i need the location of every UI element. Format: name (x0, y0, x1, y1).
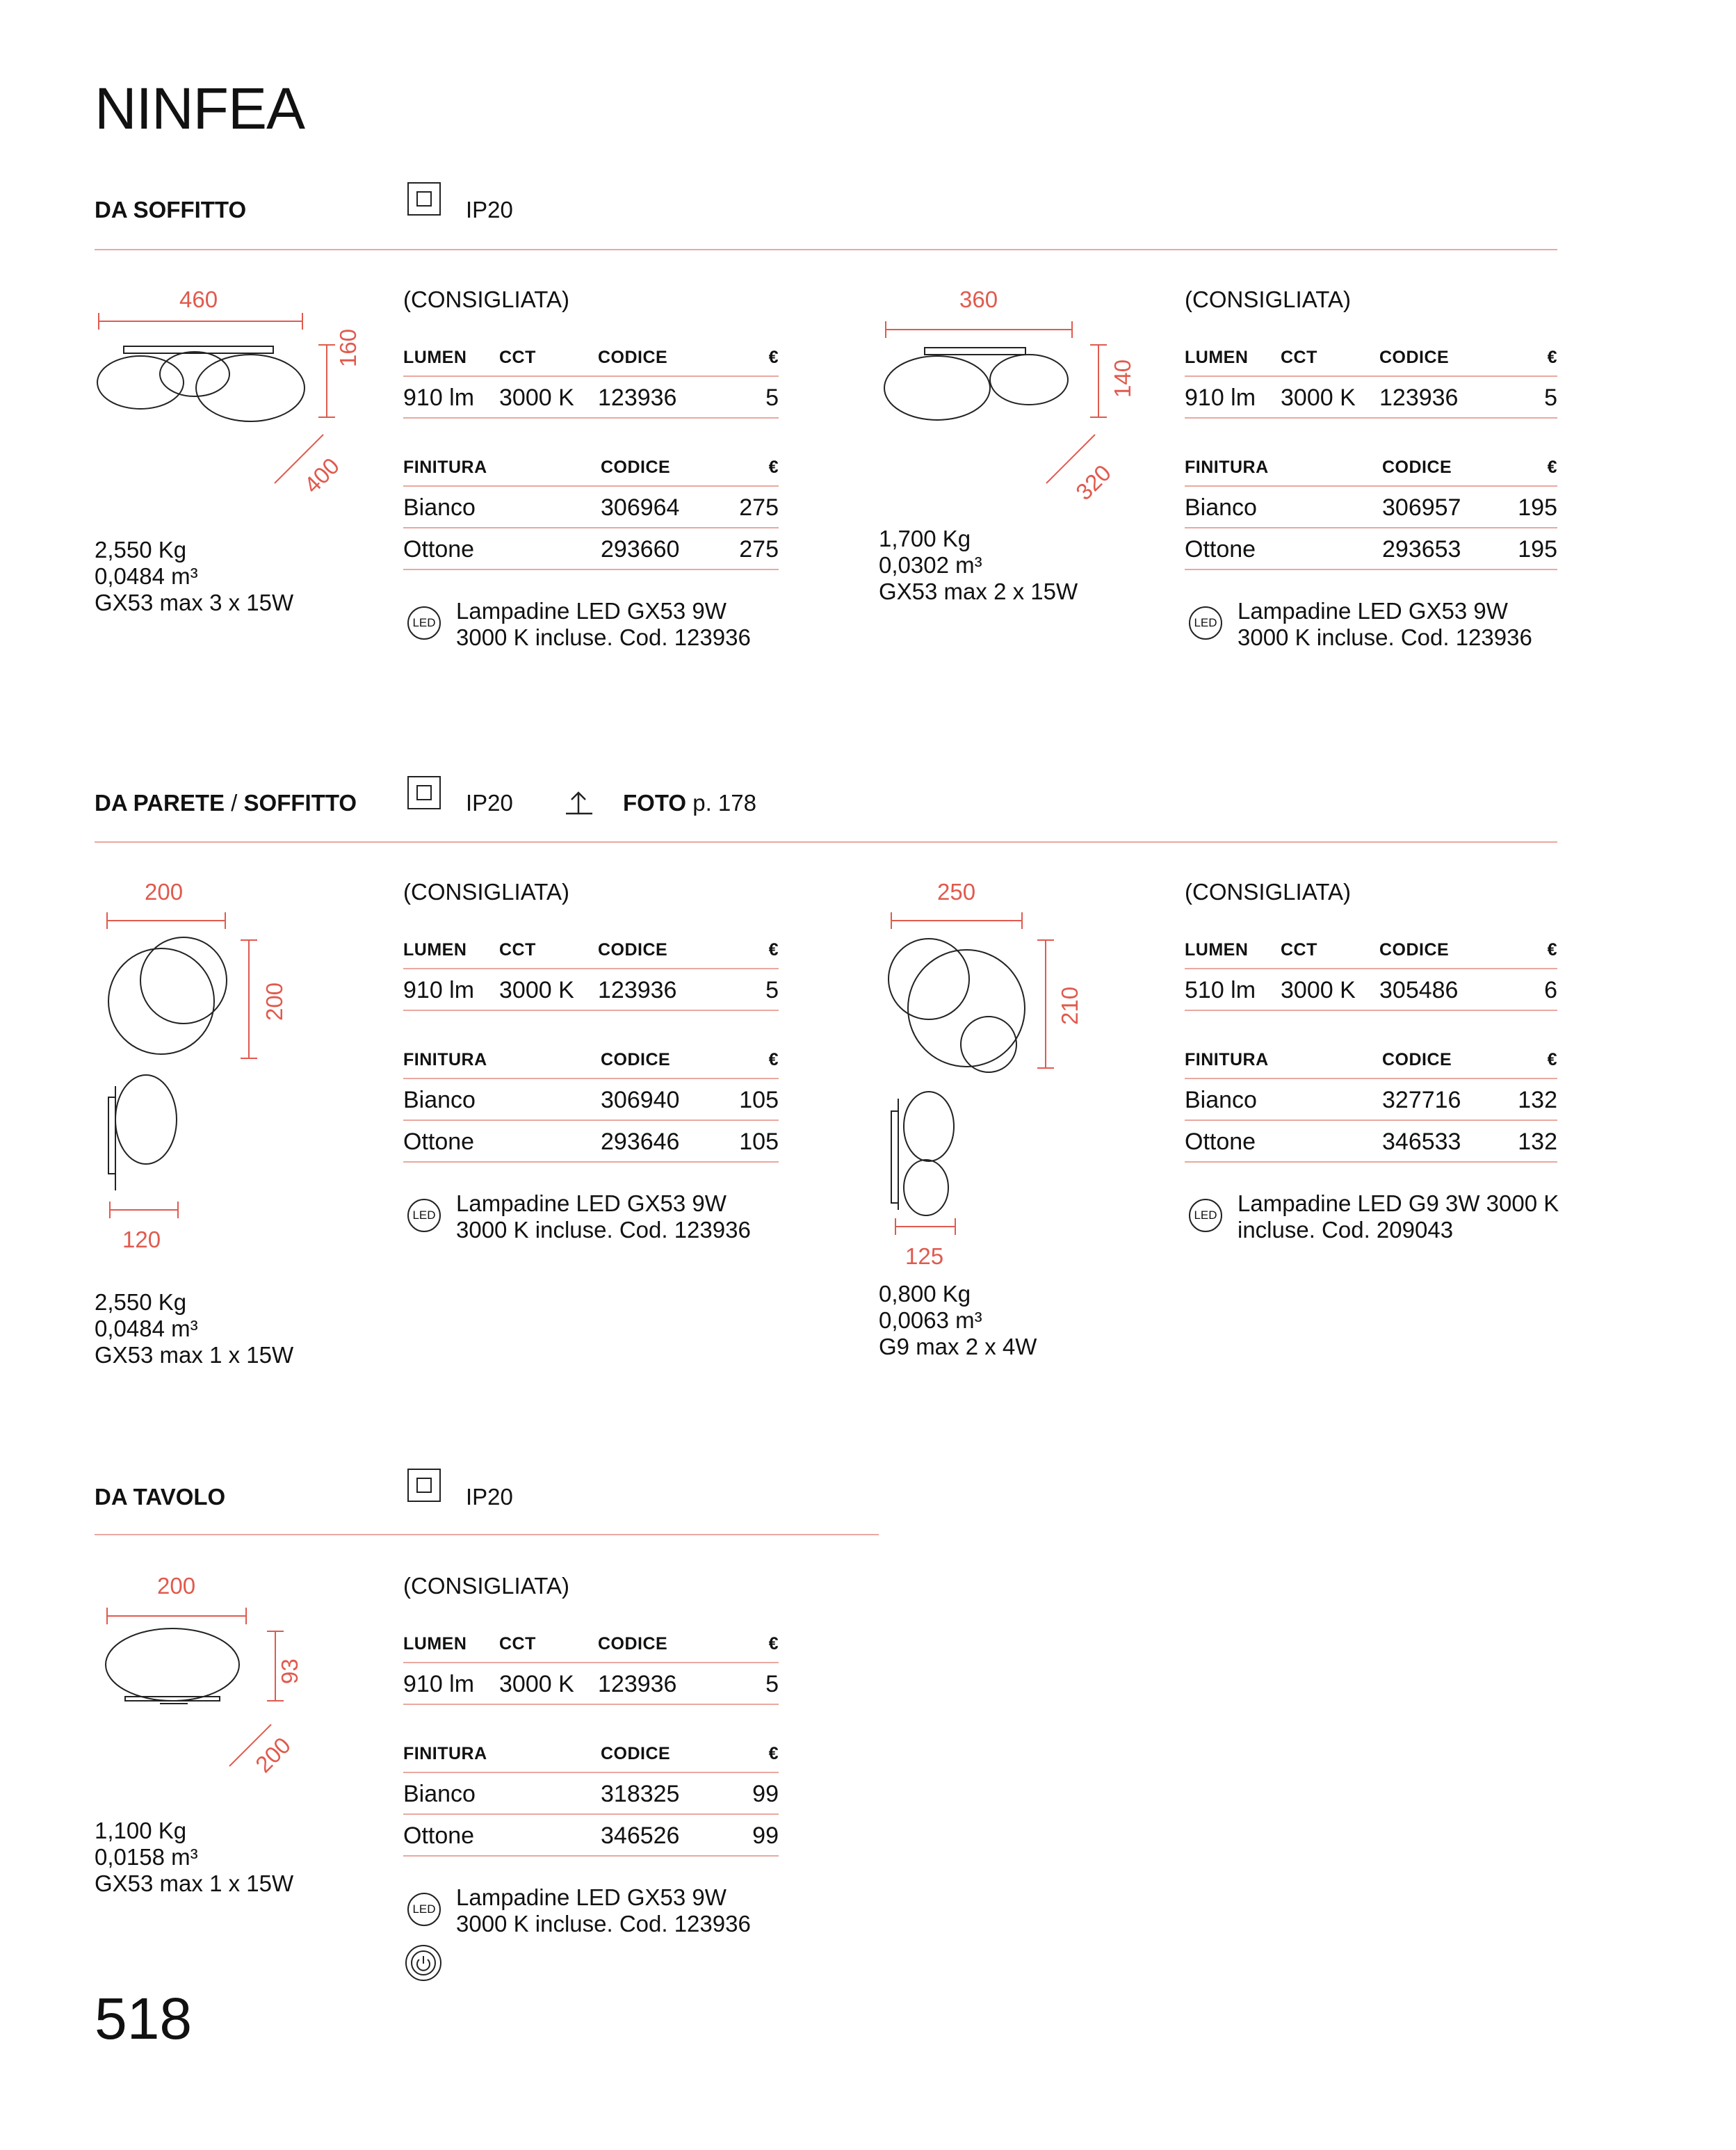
led-note (456, 1190, 751, 1243)
finish-price: 99 (752, 1822, 779, 1849)
table-rule (403, 1078, 779, 1079)
finish-code: 293646 (601, 1129, 680, 1155)
table-rule (403, 1772, 779, 1773)
dim-height: 140 (1110, 359, 1135, 398)
dim-depth: 320 (1071, 460, 1117, 506)
lamp-code: 123936 (598, 385, 677, 411)
spec-list (95, 1289, 293, 1368)
led-icon: LED (407, 606, 441, 640)
spec-weight: 1,700 Kg (879, 526, 971, 551)
spec-list (879, 526, 1078, 605)
th-finitura: FINITURA (403, 1744, 487, 1763)
lamp-price: 5 (765, 1671, 779, 1697)
finish-price: 132 (1518, 1087, 1557, 1113)
led-note-line: Lampadine LED GX53 9W (1238, 598, 1508, 624)
foto-link[interactable] (623, 790, 756, 816)
table-rule (403, 968, 779, 969)
arrow-link-icon[interactable] (565, 790, 595, 818)
th-price: € (768, 348, 779, 367)
table-rule (403, 1010, 779, 1011)
spec-weight: 1,100 Kg (95, 1818, 187, 1843)
led-note-line: incluse. Cod. 209043 (1238, 1217, 1454, 1243)
section-title-part: SOFFITTO (243, 790, 357, 816)
th-cct: CCT (499, 940, 536, 960)
table-rule (1185, 1078, 1557, 1079)
finish-price: 99 (752, 1781, 779, 1807)
dim-height: 200 (261, 982, 287, 1021)
finish-name: Bianco (1185, 494, 1257, 521)
th-finitura: FINITURA (403, 458, 487, 477)
th-cct: CCT (499, 1634, 536, 1654)
th-lumen: LUMEN (1185, 348, 1249, 367)
table-rule (1185, 968, 1557, 969)
led-icon: LED (1189, 606, 1222, 640)
th-codice: CODICE (1379, 940, 1450, 960)
th-cct: CCT (1281, 940, 1317, 960)
led-note-line: Lampadine LED GX53 9W (456, 1884, 727, 1910)
finish-name: Ottone (403, 536, 475, 563)
finish-price: 275 (739, 494, 779, 521)
dim-width: 460 (179, 286, 218, 312)
th-codice: CODICE (598, 940, 668, 960)
lamp-code: 123936 (1379, 385, 1459, 411)
spec-volume: 0,0484 m³ (95, 563, 198, 589)
dim-depth: 125 (905, 1243, 944, 1269)
lamp-cct: 3000 K (1281, 385, 1356, 411)
table-rule (403, 417, 779, 419)
page-number: 518 (95, 1986, 193, 2051)
table-rule (403, 1704, 779, 1705)
product-drawing (97, 904, 306, 1224)
finish-code: 346533 (1382, 1129, 1461, 1155)
spec-volume: 0,0302 m³ (879, 552, 982, 578)
finish-code: 346526 (601, 1822, 680, 1849)
table-rule (403, 1120, 779, 1121)
finish-price: 275 (739, 536, 779, 563)
finish-code: 327716 (1382, 1087, 1461, 1113)
table-rule (1185, 417, 1557, 419)
led-note (456, 598, 751, 651)
spec-list (879, 1281, 1037, 1360)
spec-list (95, 1818, 293, 1897)
lamp-lumen: 910 lm (403, 385, 475, 411)
lamp-cct: 3000 K (499, 977, 574, 1003)
led-note-line: 3000 K incluse. Cod. 123936 (1238, 624, 1532, 650)
th-cct: CCT (499, 348, 536, 367)
finish-name: Ottone (403, 1129, 475, 1155)
th-price: € (768, 1744, 779, 1763)
th-lumen: LUMEN (1185, 940, 1249, 960)
spec-weight: 0,800 Kg (879, 1281, 971, 1307)
lamp-code: 305486 (1379, 977, 1459, 1003)
ip-rating: IP20 (466, 197, 513, 223)
lamp-cct: 3000 K (499, 385, 574, 411)
section-title-tavolo: DA TAVOLO (95, 1484, 226, 1510)
th-codice: CODICE (601, 458, 671, 477)
spec-volume: 0,0484 m³ (95, 1316, 198, 1341)
spec-volume: 0,0063 m³ (879, 1307, 982, 1333)
th-price: € (1547, 1050, 1557, 1069)
table-rule (1185, 527, 1557, 528)
table-rule (403, 1161, 779, 1163)
power-switch-icon (405, 1944, 442, 1982)
table-rule (1185, 375, 1557, 377)
table-rule (1185, 1120, 1557, 1121)
th-price: € (768, 1050, 779, 1069)
table-rule (1185, 485, 1557, 487)
dim-width: 250 (937, 879, 976, 905)
finish-code: 293653 (1382, 536, 1461, 563)
lamp-lumen: 910 lm (403, 1671, 475, 1697)
led-note-line: 3000 K incluse. Cod. 123936 (456, 624, 751, 650)
finish-name: Ottone (1185, 1129, 1256, 1155)
table-rule (1185, 1010, 1557, 1011)
led-note-line: Lampadine LED G9 3W 3000 K (1238, 1190, 1559, 1216)
lamp-code: 123936 (598, 977, 677, 1003)
th-lumen: LUMEN (403, 1634, 467, 1654)
table-rule (403, 1662, 779, 1663)
spec-bulb: GX53 max 2 x 15W (879, 579, 1078, 604)
th-lumen: LUMEN (403, 348, 467, 367)
spec-bulb: GX53 max 1 x 15W (95, 1342, 294, 1368)
finish-name: Bianco (1185, 1087, 1257, 1113)
th-price: € (768, 1634, 779, 1654)
spec-bulb: GX53 max 3 x 15W (95, 590, 294, 615)
section-title-part: DA PARETE (95, 790, 225, 816)
th-codice: CODICE (1379, 348, 1450, 367)
table-rule (403, 375, 779, 377)
table-rule (403, 569, 779, 570)
finish-price: 105 (739, 1129, 779, 1155)
finish-price: 195 (1518, 536, 1557, 563)
table-rule (403, 1855, 779, 1857)
th-finitura: FINITURA (1185, 458, 1269, 477)
product-drawing (883, 904, 1105, 1266)
led-note (1238, 598, 1532, 651)
lamp-lumen: 510 lm (1185, 977, 1256, 1003)
section-title-separator: / (225, 790, 244, 816)
ip-rating: IP20 (466, 1484, 513, 1510)
finish-code: 306957 (1382, 494, 1461, 521)
led-note-line: 3000 K incluse. Cod. 123936 (456, 1217, 751, 1243)
table-rule (1185, 569, 1557, 570)
led-note-line: Lampadine LED GX53 9W (456, 598, 727, 624)
table-rule (403, 485, 779, 487)
finish-price: 132 (1518, 1129, 1557, 1155)
th-price: € (768, 458, 779, 477)
th-price: € (768, 940, 779, 960)
lamp-lumen: 910 lm (1185, 385, 1256, 411)
section-rule (95, 1534, 879, 1535)
spec-bulb: GX53 max 1 x 15W (95, 1870, 294, 1896)
th-codice: CODICE (598, 1634, 668, 1654)
section-title-parete (95, 790, 357, 816)
lamp-code: 123936 (598, 1671, 677, 1697)
led-note-line: Lampadine LED GX53 9W (456, 1190, 727, 1216)
th-price: € (1547, 458, 1557, 477)
table-rule (403, 527, 779, 528)
dim-depth: 400 (299, 453, 345, 499)
finish-code: 318325 (601, 1781, 680, 1807)
foto-label: FOTO (623, 790, 687, 816)
led-icon: LED (407, 1893, 441, 1926)
section-rule (95, 841, 1557, 843)
dim-width: 200 (157, 1573, 196, 1599)
page-title: NINFEA (95, 76, 305, 141)
finish-name: Bianco (403, 494, 476, 521)
lamp-lumen: 910 lm (403, 977, 475, 1003)
th-cct: CCT (1281, 348, 1317, 367)
th-finitura: FINITURA (403, 1050, 487, 1069)
spec-weight: 2,550 Kg (95, 1289, 187, 1315)
ip-rating-icon (407, 182, 441, 216)
th-codice: CODICE (598, 348, 668, 367)
consigliata-label: (CONSIGLIATA) (403, 1573, 569, 1599)
consigliata-label: (CONSIGLIATA) (403, 879, 569, 905)
finish-name: Ottone (1185, 536, 1256, 563)
led-icon: LED (407, 1199, 441, 1232)
spec-weight: 2,550 Kg (95, 537, 187, 563)
spec-bulb: G9 max 2 x 4W (879, 1334, 1037, 1359)
section-title-soffitto: DA SOFFITTO (95, 197, 247, 223)
th-lumen: LUMEN (403, 940, 467, 960)
finish-price: 195 (1518, 494, 1557, 521)
led-note (1238, 1190, 1559, 1243)
lamp-price: 6 (1544, 977, 1557, 1003)
spec-volume: 0,0158 m³ (95, 1844, 198, 1870)
led-note-line: 3000 K incluse. Cod. 123936 (456, 1911, 751, 1937)
lamp-cct: 3000 K (1281, 977, 1356, 1003)
dim-height: 210 (1057, 986, 1082, 1025)
finish-name: Bianco (403, 1781, 476, 1807)
th-codice: CODICE (1382, 1050, 1452, 1069)
th-price: € (1547, 940, 1557, 960)
ip-rating-icon (407, 776, 441, 809)
th-codice: CODICE (601, 1744, 671, 1763)
finish-code: 293660 (601, 536, 680, 563)
spec-list (95, 537, 293, 616)
dim-depth: 200 (250, 1732, 296, 1778)
lamp-price: 5 (1544, 385, 1557, 411)
finish-price: 105 (739, 1087, 779, 1113)
finish-code: 306964 (601, 494, 680, 521)
ip-rating: IP20 (466, 790, 513, 816)
lamp-cct: 3000 K (499, 1671, 574, 1697)
ip-rating-icon (407, 1469, 441, 1502)
finish-code: 306940 (601, 1087, 680, 1113)
consigliata-label: (CONSIGLIATA) (1185, 879, 1351, 905)
finish-name: Ottone (403, 1822, 475, 1849)
th-codice: CODICE (1382, 458, 1452, 477)
consigliata-label: (CONSIGLIATA) (1185, 286, 1351, 312)
th-codice: CODICE (601, 1050, 671, 1069)
dim-height: 93 (277, 1658, 302, 1684)
finish-name: Bianco (403, 1087, 476, 1113)
led-icon: LED (1189, 1199, 1222, 1232)
th-finitura: FINITURA (1185, 1050, 1269, 1069)
lamp-price: 5 (765, 385, 779, 411)
led-note (456, 1884, 751, 1937)
th-price: € (1547, 348, 1557, 367)
dim-height: 160 (335, 328, 361, 367)
consigliata-label: (CONSIGLIATA) (403, 286, 569, 312)
table-rule (1185, 1161, 1557, 1163)
lamp-price: 5 (765, 977, 779, 1003)
table-rule (403, 1813, 779, 1815)
dim-depth: 120 (122, 1227, 161, 1252)
section-rule (95, 249, 1557, 250)
foto-page: p. 178 (686, 790, 756, 816)
dim-width: 200 (145, 879, 184, 905)
dim-width: 360 (959, 286, 998, 312)
